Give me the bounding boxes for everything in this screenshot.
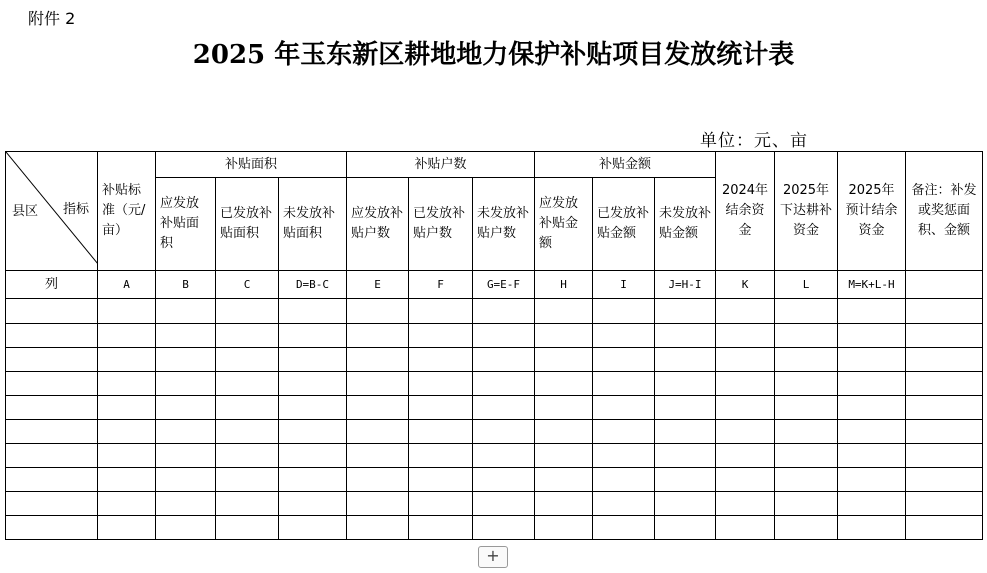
attachment-label: 附件 2 xyxy=(28,9,76,28)
page-title: 2025 年玉东新区耕地地力保护补贴项目发放统计表 xyxy=(192,40,795,70)
column-label: J=H-I xyxy=(655,271,716,299)
table-cell[interactable] xyxy=(347,299,409,323)
table-cell[interactable] xyxy=(156,299,216,323)
table-cell[interactable] xyxy=(716,299,775,323)
column-label: C xyxy=(216,271,279,299)
table-cell[interactable] xyxy=(6,323,98,347)
table-cell[interactable] xyxy=(655,419,716,443)
column-label: D=B-C xyxy=(279,271,347,299)
table-cell[interactable] xyxy=(216,323,279,347)
header-group-households: 补贴户数 xyxy=(347,152,535,178)
table-cell[interactable] xyxy=(535,443,593,467)
table-cell[interactable] xyxy=(716,347,775,371)
table-cell[interactable] xyxy=(473,347,535,371)
corner-label-county: 县区 xyxy=(12,204,39,220)
table-cell[interactable] xyxy=(409,323,473,347)
table-cell[interactable] xyxy=(906,395,983,419)
table-cell[interactable] xyxy=(409,419,473,443)
table-cell[interactable] xyxy=(716,491,775,515)
table-cell[interactable] xyxy=(156,323,216,347)
table-cell[interactable] xyxy=(409,491,473,515)
table-cell[interactable] xyxy=(156,491,216,515)
table-cell[interactable] xyxy=(655,299,716,323)
table-cell[interactable] xyxy=(535,515,593,539)
table-cell[interactable] xyxy=(906,323,983,347)
table-cell[interactable] xyxy=(775,371,838,395)
table-cell[interactable] xyxy=(775,299,838,323)
table-cell[interactable] xyxy=(593,347,655,371)
table-cell[interactable] xyxy=(473,491,535,515)
table-cell[interactable] xyxy=(593,491,655,515)
table-cell[interactable] xyxy=(216,443,279,467)
table-cell[interactable] xyxy=(347,347,409,371)
table-row xyxy=(6,467,983,491)
table-cell[interactable] xyxy=(593,323,655,347)
table-cell[interactable] xyxy=(409,371,473,395)
table-cell[interactable] xyxy=(593,515,655,539)
table-row xyxy=(6,443,983,467)
column-label: G=E-F xyxy=(473,271,535,299)
table-cell[interactable] xyxy=(655,491,716,515)
table-cell[interactable] xyxy=(156,371,216,395)
table-cell[interactable] xyxy=(775,491,838,515)
table-cell[interactable] xyxy=(279,443,347,467)
table-cell[interactable] xyxy=(716,395,775,419)
table-cell[interactable] xyxy=(6,371,98,395)
table-cell[interactable] xyxy=(593,371,655,395)
table-cell[interactable] xyxy=(535,491,593,515)
header-l: 2025年下达耕补资金 xyxy=(775,152,838,271)
table-cell[interactable] xyxy=(6,515,98,539)
statistics-table xyxy=(5,151,983,540)
table-cell[interactable] xyxy=(716,443,775,467)
table-cell[interactable] xyxy=(906,491,983,515)
header-subsidy-standard: 补贴标准（元/亩） xyxy=(98,152,156,271)
table-cell[interactable] xyxy=(535,299,593,323)
column-label-row xyxy=(6,271,983,299)
table-cell[interactable] xyxy=(906,443,983,467)
table-cell[interactable] xyxy=(347,419,409,443)
table-cell[interactable] xyxy=(279,467,347,491)
corner-header-cell xyxy=(6,152,98,271)
header-note: 备注：补发或奖惩面积、金额 xyxy=(906,152,983,271)
table-cell[interactable] xyxy=(216,515,279,539)
table-cell[interactable] xyxy=(838,467,906,491)
table-cell[interactable] xyxy=(98,323,156,347)
table-cell[interactable] xyxy=(98,467,156,491)
table-cell[interactable] xyxy=(775,395,838,419)
table-cell[interactable] xyxy=(6,395,98,419)
column-label: E xyxy=(347,271,409,299)
table-cell[interactable] xyxy=(838,515,906,539)
column-label: H xyxy=(535,271,593,299)
table-cell[interactable] xyxy=(98,515,156,539)
table-cell[interactable] xyxy=(906,515,983,539)
table-cell[interactable] xyxy=(535,371,593,395)
table-cell[interactable] xyxy=(156,467,216,491)
table-cell[interactable] xyxy=(838,395,906,419)
table-cell[interactable] xyxy=(838,491,906,515)
header-e: 应发放补贴户数 xyxy=(347,178,409,271)
table-row xyxy=(6,419,983,443)
table-cell[interactable] xyxy=(655,467,716,491)
table-cell[interactable] xyxy=(98,371,156,395)
table-cell[interactable] xyxy=(906,299,983,323)
table-cell[interactable] xyxy=(775,443,838,467)
table-cell[interactable] xyxy=(716,419,775,443)
table-cell[interactable] xyxy=(906,371,983,395)
table-row xyxy=(6,491,983,515)
table-cell[interactable] xyxy=(409,395,473,419)
table-cell[interactable] xyxy=(409,515,473,539)
table-cell[interactable] xyxy=(473,467,535,491)
table-cell[interactable] xyxy=(716,371,775,395)
table-cell[interactable] xyxy=(216,299,279,323)
table-cell[interactable] xyxy=(347,371,409,395)
table-cell[interactable] xyxy=(98,419,156,443)
table-cell[interactable] xyxy=(216,419,279,443)
table-cell[interactable] xyxy=(6,443,98,467)
table-cell[interactable] xyxy=(593,443,655,467)
table-cell[interactable] xyxy=(473,371,535,395)
table-cell[interactable] xyxy=(347,443,409,467)
table-cell[interactable] xyxy=(279,419,347,443)
table-cell[interactable] xyxy=(156,395,216,419)
table-cell[interactable] xyxy=(98,395,156,419)
table-cell[interactable] xyxy=(279,347,347,371)
table-cell[interactable] xyxy=(775,323,838,347)
table-cell[interactable] xyxy=(593,467,655,491)
table-cell[interactable] xyxy=(838,371,906,395)
table-cell[interactable] xyxy=(279,323,347,347)
table-cell[interactable] xyxy=(6,467,98,491)
column-label: I xyxy=(593,271,655,299)
table-cell[interactable] xyxy=(655,347,716,371)
table-cell[interactable] xyxy=(98,347,156,371)
header-group-area: 补贴面积 xyxy=(156,152,347,178)
table-cell[interactable] xyxy=(98,491,156,515)
table-cell[interactable] xyxy=(535,395,593,419)
table-cell[interactable] xyxy=(279,395,347,419)
table-cell[interactable] xyxy=(535,323,593,347)
table-cell[interactable] xyxy=(838,443,906,467)
column-label: L xyxy=(775,271,838,299)
header-h: 应发放补贴金额 xyxy=(535,178,593,271)
table-cell[interactable] xyxy=(347,467,409,491)
table-cell[interactable] xyxy=(655,395,716,419)
table-cell[interactable] xyxy=(716,515,775,539)
table-cell[interactable] xyxy=(409,299,473,323)
table-row xyxy=(6,395,983,419)
column-label: K xyxy=(716,271,775,299)
table-cell[interactable] xyxy=(473,323,535,347)
header-j: 未发放补贴金额 xyxy=(655,178,716,271)
table-row xyxy=(6,299,983,323)
table-cell[interactable] xyxy=(655,323,716,347)
table-cell[interactable] xyxy=(216,491,279,515)
table-cell[interactable] xyxy=(838,299,906,323)
table-cell[interactable] xyxy=(409,443,473,467)
table-cell[interactable] xyxy=(473,515,535,539)
header-g: 未发放补贴户数 xyxy=(473,178,535,271)
table-cell[interactable] xyxy=(535,467,593,491)
column-label: F xyxy=(409,271,473,299)
table-cell[interactable] xyxy=(655,443,716,467)
table-cell[interactable] xyxy=(409,347,473,371)
table-cell[interactable] xyxy=(906,467,983,491)
table-cell[interactable] xyxy=(279,299,347,323)
table-cell[interactable] xyxy=(347,395,409,419)
table-cell[interactable] xyxy=(347,323,409,347)
table-cell[interactable] xyxy=(593,395,655,419)
table-cell[interactable] xyxy=(838,323,906,347)
table-cell[interactable] xyxy=(906,347,983,371)
column-label xyxy=(906,271,983,299)
table-cell[interactable] xyxy=(279,515,347,539)
header-i: 已发放补贴金额 xyxy=(593,178,655,271)
table-cell[interactable] xyxy=(838,419,906,443)
table-cell[interactable] xyxy=(216,371,279,395)
column-label: A xyxy=(98,271,156,299)
table-cell[interactable] xyxy=(535,419,593,443)
table-cell[interactable] xyxy=(655,515,716,539)
table-cell[interactable] xyxy=(473,419,535,443)
column-label: 列 xyxy=(6,271,98,299)
table-cell[interactable] xyxy=(473,299,535,323)
table-cell[interactable] xyxy=(409,467,473,491)
column-label: M=K+L-H xyxy=(838,271,906,299)
table-cell[interactable] xyxy=(279,491,347,515)
column-label: B xyxy=(156,271,216,299)
table-cell[interactable] xyxy=(156,443,216,467)
add-row-button[interactable]: + xyxy=(478,546,508,568)
table-cell[interactable] xyxy=(716,323,775,347)
table-cell[interactable] xyxy=(279,371,347,395)
table-cell[interactable] xyxy=(716,467,775,491)
table-cell[interactable] xyxy=(216,347,279,371)
header-f: 已发放补贴户数 xyxy=(409,178,473,271)
table-cell[interactable] xyxy=(347,491,409,515)
table-cell[interactable] xyxy=(347,515,409,539)
table-cell[interactable] xyxy=(775,347,838,371)
header-b: 应发放补贴面积 xyxy=(156,178,216,271)
table-cell[interactable] xyxy=(473,395,535,419)
table-row xyxy=(6,371,983,395)
header-m: 2025年预计结余资金 xyxy=(838,152,906,271)
header-c: 已发放补贴面积 xyxy=(216,178,279,271)
header-d: 未发放补贴面积 xyxy=(279,178,347,271)
table-row xyxy=(6,347,983,371)
table-cell[interactable] xyxy=(216,467,279,491)
table-cell[interactable] xyxy=(838,347,906,371)
table-cell[interactable] xyxy=(655,371,716,395)
table-cell[interactable] xyxy=(6,419,98,443)
table-cell[interactable] xyxy=(216,395,279,419)
table-cell[interactable] xyxy=(775,467,838,491)
table-cell[interactable] xyxy=(98,299,156,323)
table-cell[interactable] xyxy=(593,299,655,323)
table-cell[interactable] xyxy=(906,419,983,443)
table-cell[interactable] xyxy=(6,491,98,515)
table-cell[interactable] xyxy=(156,419,216,443)
table-cell[interactable] xyxy=(6,299,98,323)
header-group-amount: 补贴金额 xyxy=(535,152,716,178)
table-cell[interactable] xyxy=(535,347,593,371)
table-row xyxy=(6,323,983,347)
table-cell[interactable] xyxy=(775,515,838,539)
table-cell[interactable] xyxy=(473,443,535,467)
table-cell[interactable] xyxy=(593,419,655,443)
table-cell[interactable] xyxy=(775,419,838,443)
table-cell[interactable] xyxy=(156,515,216,539)
corner-label-indicator: 指标 xyxy=(62,202,89,217)
table-cell[interactable] xyxy=(98,443,156,467)
header-k: 2024年结余资金 xyxy=(716,152,775,271)
table-cell[interactable] xyxy=(156,347,216,371)
table-cell[interactable] xyxy=(6,347,98,371)
table-row xyxy=(6,515,983,539)
unit-label: 单位：元、亩 xyxy=(700,131,808,151)
